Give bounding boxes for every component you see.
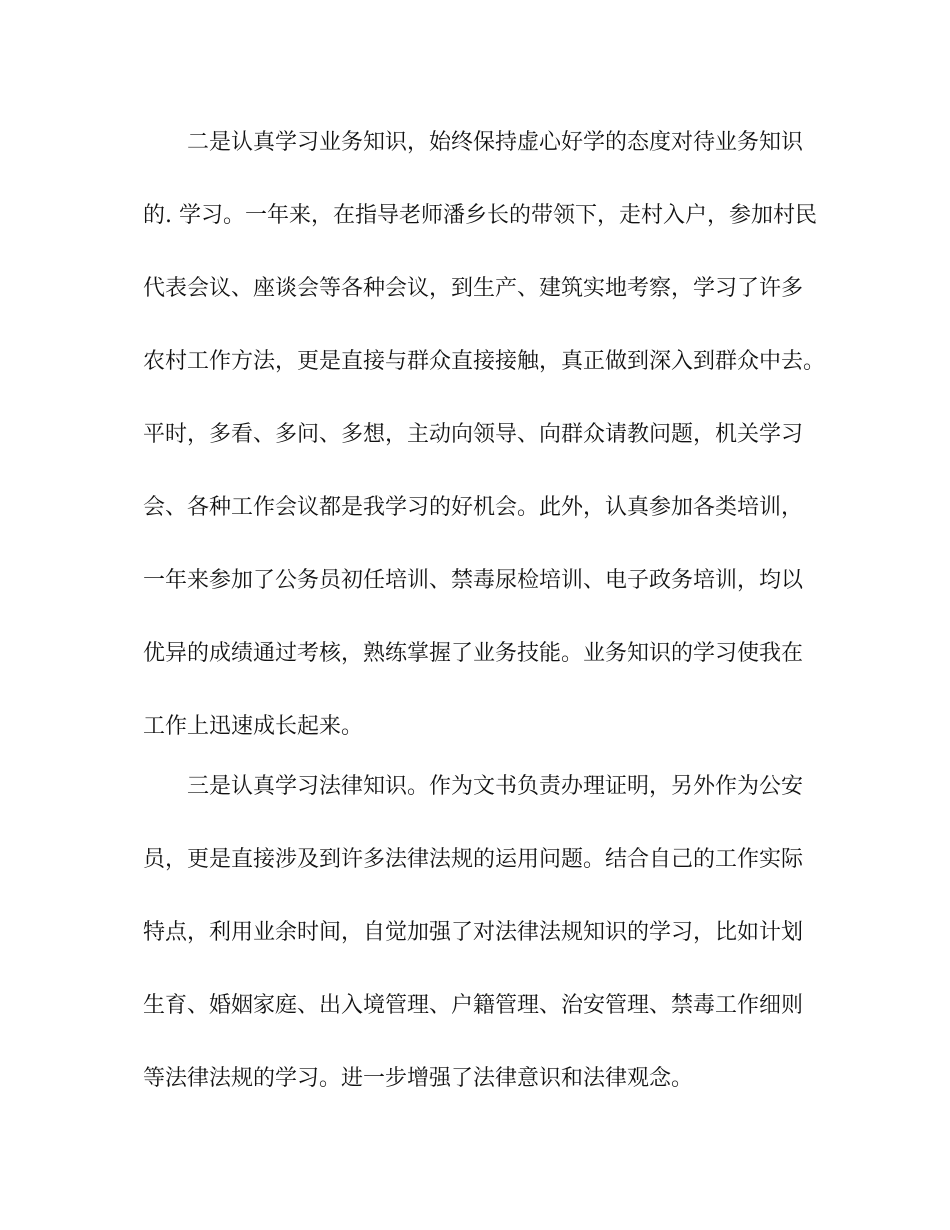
text-line: 员，更是直接涉及到许多法律法规的运用问题。结合自己的工作实际 xyxy=(143,847,804,872)
text-line: 代表会议、座谈会等各种会议，到生产、建筑实地考察，学习了许多 xyxy=(143,276,804,301)
text-line: 会、各种工作会议都是我学习的好机会。此外，认真参加各类培训， xyxy=(143,495,804,520)
text-line: 二是认真学习业务知识，始终保持虚心好学的态度对待业务知识 xyxy=(187,130,804,155)
text-line: 一年来参加了公务员初任培训、禁毒尿检培训、电子政务培训，均以 xyxy=(143,568,804,593)
text-line: 优异的成绩通过考核，熟练掌握了业务技能。业务知识的学习使我在 xyxy=(143,641,804,666)
text-line: 三是认真学习法律知识。作为文书负责办理证明，另外作为公安 xyxy=(187,774,804,799)
text-line: 等法律法规的学习。进一步增强了法律意识和法律观念。 xyxy=(143,1066,694,1091)
text-line: 的. 学习。一年来，在指导老师潘乡长的带领下，走村入户，参加村民 xyxy=(143,203,817,228)
text-line: 平时，多看、多问、多想，主动向领导、向群众请教问题，机关学习 xyxy=(143,422,804,447)
text-line: 工作上迅速成长起来。 xyxy=(143,714,364,739)
text-line: 特点，利用业余时间，自觉加强了对法律法规知识的学习，比如计划 xyxy=(143,920,804,945)
text-line: 农村工作方法，更是直接与群众直接接触，真正做到深入到群众中去。 xyxy=(143,349,826,374)
text-line: 生育、婚姻家庭、出入境管理、户籍管理、治安管理、禁毒工作细则 xyxy=(143,993,804,1018)
